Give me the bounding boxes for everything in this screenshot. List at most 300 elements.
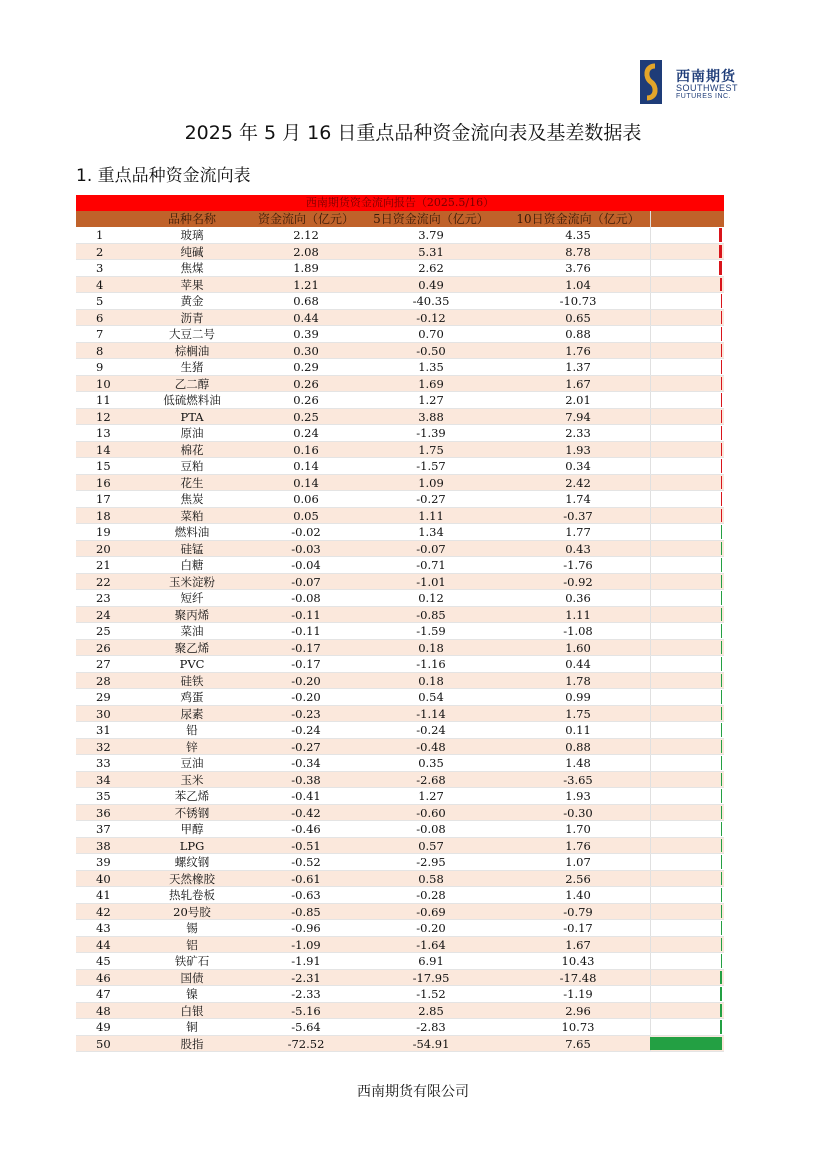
table-row [76,772,724,789]
row-flow-10d: 0.43 [565,541,591,556]
row-bar-cell [650,1019,724,1035]
row-number: 27 [96,657,111,671]
row-name: LPG [179,838,205,853]
row-name: 沥青 [180,310,204,325]
row-flow-5d: 3.88 [418,409,444,424]
row-flow-10d: -3.65 [563,772,593,787]
row-number: 20 [96,541,111,556]
row-number: 24 [96,607,111,622]
row-flow-10d: 1.93 [565,442,591,457]
row-flow-5d: -1.52 [416,987,446,1001]
table-body [76,227,724,1052]
row-name: 铜 [186,1020,198,1034]
table-row [76,970,724,987]
row-flow-5d: 0.70 [418,327,444,341]
row-number: 33 [96,756,111,770]
row-name: 玻璃 [180,228,204,242]
row-flow: 0.24 [293,426,319,440]
row-flow: -0.63 [291,888,321,902]
row-flow-5d: -0.08 [416,822,446,836]
row-flow-10d: 1.67 [565,376,591,391]
row-bar-cell [650,260,724,276]
positive-flow-bar [721,311,723,325]
table-row [76,227,724,244]
row-number: 14 [96,442,111,457]
row-flow: -0.38 [291,772,321,787]
row-flow-5d: 5.31 [418,244,444,259]
row-number: 2 [96,244,104,259]
table-row [76,1019,724,1036]
row-bar-cell [650,755,724,771]
row-flow-10d: -0.37 [563,508,593,523]
table-banner: 西南期货资金流向报告（2025.5/16） [76,195,724,211]
row-name: 花生 [180,475,204,490]
row-flow-10d: 1.76 [565,343,591,358]
row-flow-10d: 1.75 [565,706,591,721]
row-bar-cell [650,986,724,1002]
row-flow-10d: 0.65 [565,310,591,325]
row-bar-cell [650,673,724,689]
negative-flow-bar [721,954,723,968]
positive-flow-bar [721,509,723,523]
row-flow-10d: 0.11 [565,723,591,737]
row-flow: 0.14 [293,459,319,473]
negative-flow-bar [650,1037,722,1051]
row-name: 甲醇 [180,822,204,836]
negative-flow-bar [721,756,723,770]
table-row [76,508,724,525]
row-flow-10d: 0.88 [565,739,591,754]
row-number: 19 [96,525,111,539]
table-row [76,920,724,937]
table-row [76,409,724,426]
row-number: 39 [96,855,111,869]
row-number: 28 [96,673,111,688]
row-name: 大豆二号 [169,327,215,341]
table-row [76,310,724,327]
row-flow-10d: 7.65 [565,1036,591,1051]
row-name: 螺纹钢 [174,855,210,869]
row-flow-5d: -1.64 [416,937,446,952]
row-bar-cell [650,310,724,326]
row-bar-cell [650,937,724,953]
row-flow: -2.33 [291,987,321,1001]
row-flow-10d: 1.48 [565,756,591,770]
row-flow-5d: 0.18 [418,673,444,688]
positive-flow-bar [721,426,723,440]
row-bar-cell [650,838,724,854]
table-row [76,689,724,706]
row-flow-10d: 0.99 [565,690,591,704]
row-flow-10d: 2.56 [565,871,591,886]
row-bar-cell [650,871,724,887]
row-name: 热轧卷板 [169,888,215,902]
row-number: 29 [96,690,111,704]
row-flow-10d: 4.35 [565,228,591,242]
row-number: 25 [96,624,111,638]
row-flow-5d: 1.35 [418,360,444,374]
row-number: 32 [96,739,111,754]
row-flow-5d: 0.18 [418,640,444,655]
row-flow-10d: 0.88 [565,327,591,341]
row-flow-5d: -0.28 [416,888,446,902]
row-flow-10d: 1.40 [565,888,591,902]
row-name: 燃料油 [174,525,210,539]
row-flow-10d: 1.11 [565,607,591,622]
row-flow-5d: -2.95 [416,855,446,869]
row-flow: -0.23 [291,706,321,721]
negative-flow-bar [721,855,723,869]
negative-flow-bar [720,987,722,1001]
header-flow-5d: 5日资金流向（亿元） [373,212,489,226]
row-flow: -0.11 [291,607,321,622]
row-number: 22 [96,574,111,589]
row-flow-5d: 0.57 [418,838,444,853]
negative-flow-bar [721,740,723,754]
row-flow-10d: -0.92 [563,574,593,589]
row-number: 11 [96,393,111,407]
row-name: 菜粕 [180,508,204,523]
table-row [76,739,724,756]
row-flow-10d: 10.73 [561,1020,595,1034]
table-row [76,590,724,607]
table-row [76,1036,724,1053]
row-bar-cell [650,953,724,969]
row-flow-10d: 10.43 [561,954,595,968]
table-row [76,607,724,624]
row-number: 6 [96,310,104,325]
row-flow-5d: 2.85 [418,1003,444,1018]
row-name: 菜油 [180,624,204,638]
row-flow-5d: -1.14 [416,706,446,721]
row-flow: -0.17 [291,657,321,671]
positive-flow-bar [721,410,723,424]
row-flow-5d: 1.27 [418,393,444,407]
table-row [76,854,724,871]
row-number: 49 [96,1020,111,1034]
row-bar-cell [650,326,724,342]
row-name: 豆粕 [180,459,204,473]
row-number: 43 [96,921,111,935]
row-flow: 0.05 [293,508,319,523]
row-flow-5d: -1.16 [416,657,446,671]
row-name: 短纤 [180,591,204,605]
table-row [76,656,724,673]
positive-flow-bar [721,377,723,391]
negative-flow-bar [721,690,723,704]
row-flow-5d: -0.20 [416,921,446,935]
row-number: 35 [96,789,111,803]
row-name: 黄金 [180,294,204,308]
row-flow-10d: -1.76 [563,558,593,572]
row-flow: 0.14 [293,475,319,490]
row-name: 棉花 [180,442,204,457]
row-flow-5d: -0.27 [416,492,446,506]
table-row [76,838,724,855]
row-name: 焦煤 [180,261,204,275]
row-flow-10d: 3.76 [565,261,591,275]
row-flow-5d: -1.57 [416,459,446,473]
row-name: 棕榈油 [174,343,210,358]
fund-flow-table [76,195,724,1052]
section-title: 1. 重点品种资金流向表 [76,166,251,186]
row-number: 34 [96,772,111,787]
row-name: 白糖 [180,558,204,572]
table-row [76,343,724,360]
row-flow: 0.25 [293,409,319,424]
table-row [76,541,724,558]
negative-flow-bar [721,822,723,836]
row-bar-cell [650,1003,724,1019]
row-flow: 0.68 [293,294,319,308]
row-flow-5d: 0.12 [418,591,444,605]
positive-flow-bar [720,278,722,292]
table-row [76,491,724,508]
row-bar-cell [650,854,724,870]
row-bar-cell [650,458,724,474]
row-name: 股指 [180,1036,204,1051]
row-flow-10d: 1.74 [565,492,591,506]
row-flow-5d: -54.91 [412,1036,450,1051]
row-name: 不锈钢 [174,805,210,820]
table-row [76,458,724,475]
row-bar-cell [650,821,724,837]
row-bar-cell [650,508,724,524]
row-number: 44 [96,937,111,952]
row-flow-5d: -0.69 [416,904,446,919]
row-flow-10d: 0.44 [565,657,591,671]
row-flow: -0.52 [291,855,321,869]
row-flow: 2.12 [293,228,319,242]
row-flow: -0.96 [291,921,321,935]
row-flow-10d: 1.70 [565,822,591,836]
row-flow-5d: 1.69 [418,376,444,391]
negative-flow-bar [721,806,723,820]
row-name: 生猪 [180,360,204,374]
row-flow: 0.44 [293,310,319,325]
row-flow: 1.21 [293,277,319,292]
negative-flow-bar [721,938,723,952]
negative-flow-bar [721,542,723,556]
row-bar-cell [650,359,724,375]
row-bar-cell [650,392,724,408]
row-number: 21 [96,558,111,572]
positive-flow-bar [721,476,723,490]
row-flow: -0.04 [291,558,321,572]
table-row [76,376,724,393]
row-flow-5d: -0.71 [416,558,446,572]
header-bar [650,211,724,227]
table-row [76,871,724,888]
row-flow-5d: -0.50 [416,343,446,358]
table-row [76,623,724,640]
row-flow: -0.42 [291,805,321,820]
row-flow-5d: -40.35 [412,294,450,308]
row-flow: -0.27 [291,739,321,754]
negative-flow-bar [721,674,723,688]
row-flow-5d: 3.79 [418,228,444,242]
row-flow: 0.30 [293,343,319,358]
row-flow: 0.29 [293,360,319,374]
row-bar-cell [650,491,724,507]
positive-flow-bar [721,360,723,374]
row-number: 26 [96,640,111,655]
row-flow: -72.52 [287,1036,325,1051]
table-row [76,524,724,541]
row-number: 5 [96,294,104,308]
row-name: 白银 [180,1003,204,1018]
row-name: 苯乙烯 [174,789,210,803]
table-row [76,788,724,805]
logo-text-en-sub: FUTURES INC. [676,93,731,100]
positive-flow-bar [719,261,722,275]
row-flow: -0.02 [291,525,321,539]
negative-flow-bar [720,1020,722,1034]
positive-flow-bar [721,443,723,457]
row-bar-cell [650,623,724,639]
table-row [76,755,724,772]
row-flow: -0.85 [291,904,321,919]
table-row [76,260,724,277]
table-row [76,557,724,574]
row-flow-10d: 0.36 [565,591,591,605]
row-number: 10 [96,376,111,391]
row-flow: -0.17 [291,640,321,655]
row-flow-5d: -0.60 [416,805,446,820]
row-number: 4 [96,277,104,292]
row-flow-5d: -1.39 [416,426,446,440]
row-bar-cell [650,574,724,590]
table-row [76,475,724,492]
row-bar-cell [650,887,724,903]
row-flow-10d: 0.34 [565,459,591,473]
row-flow-5d: -0.07 [416,541,446,556]
row-name: 玉米 [180,772,204,787]
row-flow: 0.16 [293,442,319,457]
row-flow: 1.89 [293,261,319,275]
row-flow-5d: 1.34 [418,525,444,539]
row-flow: -0.24 [291,723,321,737]
table-header-row [76,211,724,227]
row-bar-cell [650,739,724,755]
row-number: 50 [96,1036,111,1051]
row-bar-cell [650,343,724,359]
table-row [76,392,724,409]
row-number: 41 [96,888,111,902]
row-number: 38 [96,838,111,853]
row-flow-10d: -1.08 [563,624,593,638]
row-bar-cell [650,722,724,738]
row-name: 铁矿石 [174,954,210,968]
row-number: 8 [96,343,104,358]
row-name: 锡 [186,921,198,935]
row-name: 乙二醇 [174,376,210,391]
row-name: 焦炭 [180,492,204,506]
row-flow-5d: -1.01 [416,574,446,589]
header-number [76,211,128,227]
row-number: 7 [96,327,104,341]
positive-flow-bar [721,327,723,341]
row-number: 18 [96,508,111,523]
row-flow-10d: 2.96 [565,1003,591,1018]
table-row [76,805,724,822]
negative-flow-bar [721,575,723,589]
row-flow-5d: -2.68 [416,772,446,787]
row-bar-cell [650,475,724,491]
positive-flow-bar [721,459,723,473]
row-flow: -0.34 [291,756,321,770]
row-name: 尿素 [180,706,204,721]
negative-flow-bar [721,608,723,622]
positive-flow-bar [719,228,722,242]
row-bar-cell [650,640,724,656]
row-flow-5d: -0.24 [416,723,446,737]
negative-flow-bar [721,723,723,737]
row-number: 13 [96,426,111,440]
row-flow-10d: 8.78 [565,244,591,259]
row-number: 45 [96,954,111,968]
company-logo [640,60,750,104]
row-flow-5d: -1.59 [416,624,446,638]
row-bar-cell [650,376,724,392]
row-flow-10d: 1.77 [565,525,591,539]
negative-flow-bar [721,525,723,539]
row-flow: 2.08 [293,244,319,259]
row-flow-5d: 1.11 [418,508,444,523]
row-name: 原油 [180,426,204,440]
row-name: PVC [179,657,205,671]
row-flow-10d: -1.19 [563,987,593,1001]
negative-flow-bar [721,591,723,605]
row-number: 40 [96,871,111,886]
row-name: 锌 [186,739,198,754]
table-row [76,953,724,970]
logo-text-cn: 西南期货 [676,69,736,85]
row-bar-cell [650,277,724,293]
row-flow-10d: 1.60 [565,640,591,655]
row-number: 37 [96,822,111,836]
row-flow-10d: 7.94 [565,409,591,424]
row-flow: -0.46 [291,822,321,836]
row-name: 铅 [186,723,198,737]
table-row [76,986,724,1003]
header-name: 品种名称 [167,212,216,226]
row-flow-10d: -10.73 [559,294,597,308]
row-flow: -0.20 [291,690,321,704]
row-flow-5d: 1.27 [418,789,444,803]
negative-flow-bar [721,641,723,655]
row-number: 23 [96,591,111,605]
positive-flow-bar [721,344,723,358]
row-number: 3 [96,261,104,275]
row-flow-10d: 1.78 [565,673,591,688]
row-bar-cell [650,425,724,441]
row-bar-cell [650,244,724,260]
negative-flow-bar [721,558,723,572]
negative-flow-bar [721,789,723,803]
row-bar-cell [650,920,724,936]
logo-text-en: SOUTHWEST [676,83,738,93]
row-bar-cell [650,788,724,804]
row-flow-10d: 1.76 [565,838,591,853]
row-flow: 0.06 [293,492,319,506]
row-flow: -5.16 [291,1003,321,1018]
row-flow-10d: -0.79 [563,904,593,919]
row-flow-10d: 2.42 [565,475,591,490]
table-row [76,640,724,657]
row-flow: -0.03 [291,541,321,556]
row-flow-10d: 2.01 [565,393,591,407]
